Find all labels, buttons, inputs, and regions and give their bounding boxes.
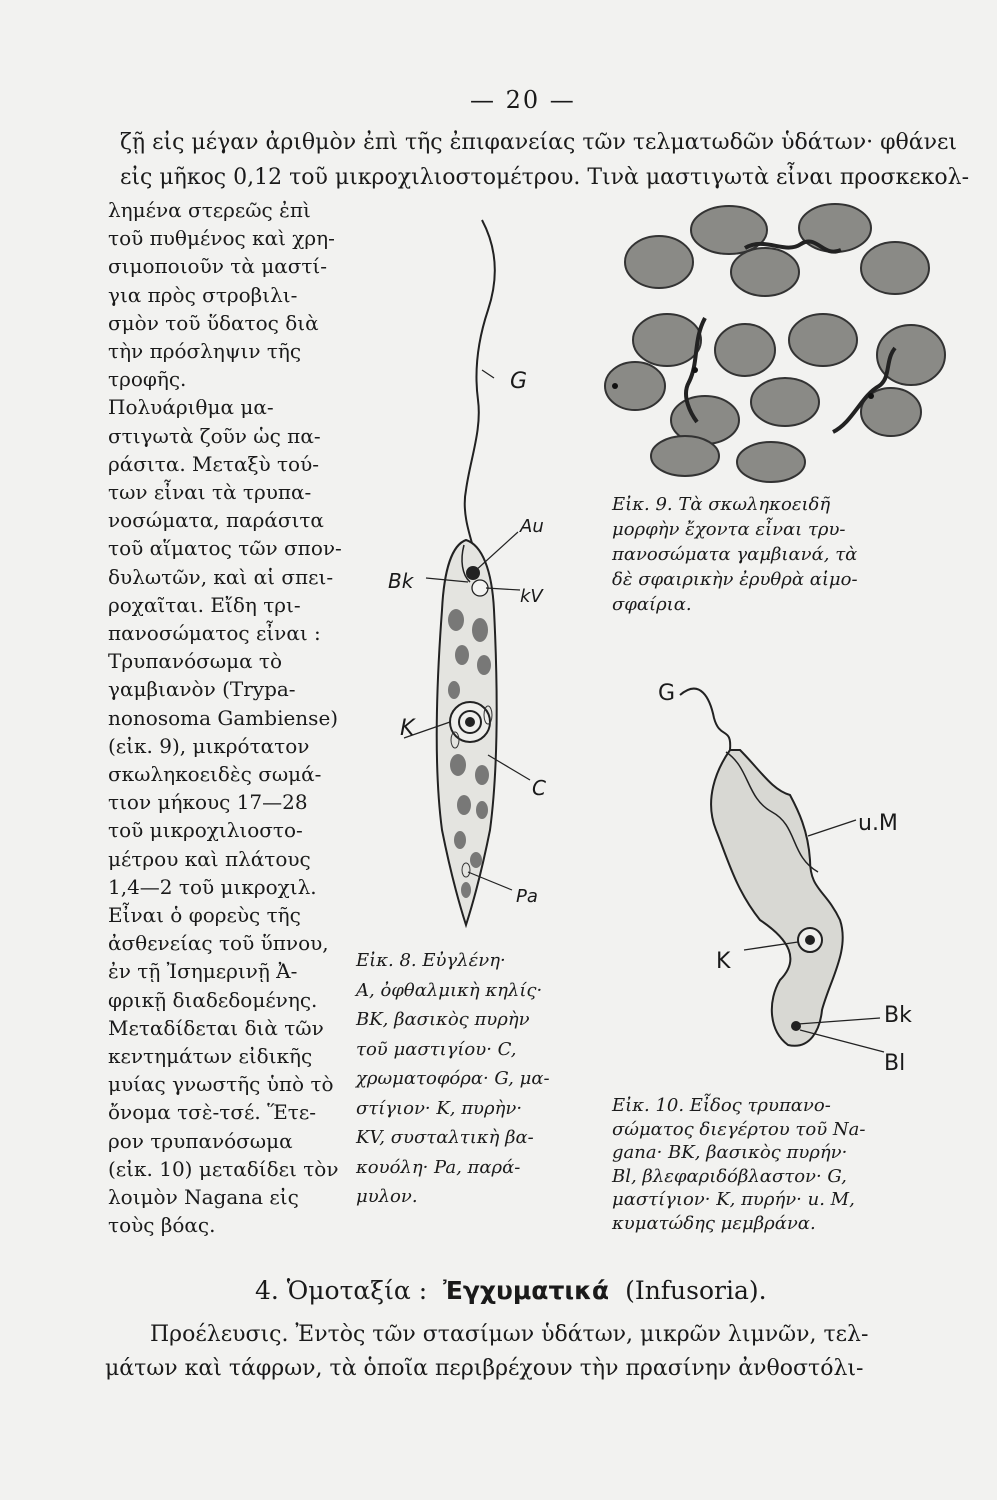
text-line: πανοσώματα γαμβιανά, τὰ xyxy=(612,544,858,565)
text-line: σκωληκοειδὲς σωμά- xyxy=(108,762,322,786)
text-line: τοῦ αἵματος τῶν σπον- xyxy=(108,536,342,561)
text-line: gana· BK, βασικὸς πυρήν· xyxy=(612,1142,848,1163)
text-line: τιον μήκους 17—28 xyxy=(108,790,308,815)
body-line: Προέλευσις. Ἐντὸς τῶν στασίμων ὑδάτων, μικρῶν λιμνῶν, τελ- xyxy=(150,1322,869,1347)
text-line: τοῦ πυθμένος καὶ χρη- xyxy=(108,226,335,251)
text-line: Πολυάριθμα μα- xyxy=(108,395,274,420)
text-line: ὄνομα τσὲ-τσέ. Ἕτε- xyxy=(108,1100,316,1125)
text-line: νοσώματα, παράσιτα xyxy=(108,508,324,533)
section-heading xyxy=(255,1276,767,1305)
label-bl10: Bl xyxy=(884,1051,906,1076)
text-line: μυλον. xyxy=(356,1186,418,1207)
text-line: των εἶναι τὰ τρυπα- xyxy=(108,480,312,504)
figure-8-euglena xyxy=(370,210,570,940)
label-pa: Pa xyxy=(516,886,538,907)
text-line: σιμοποιοῦν τὰ μαστί- xyxy=(108,254,328,279)
text-line: λημένα στερεῶς ἐπὶ xyxy=(108,198,311,222)
text-line: τοῦ μικροχιλιοστο- xyxy=(108,818,303,843)
text-line: Εἰκ. 10. Εἶδος τρυπανο- xyxy=(612,1095,831,1116)
text-line: Μεταδίδεται διὰ τῶν xyxy=(108,1015,324,1040)
text-line: ρον τρυπανόσωμα xyxy=(108,1128,293,1153)
label-bk10: Bk xyxy=(884,1003,912,1028)
text-line: φρικῇ διαδεδομένης. xyxy=(108,987,318,1012)
text-line: Bl, βλεφαριδόβλαστον· G, xyxy=(612,1165,847,1187)
text-line: μαστίγιον· K, πυρήν· u. M, xyxy=(612,1189,855,1210)
text-line: σφαίρια. xyxy=(612,594,692,615)
text-line: κεντημάτων εἰδικῆς xyxy=(108,1044,313,1068)
body-line: μάτων καὶ τάφρων, τὰ ὁποῖα περιβρέχουν τὴν πρασίνην ἀνθοστόλι- xyxy=(105,1356,864,1381)
section-title: Ἐγχυματικά xyxy=(443,1276,610,1305)
text-line: BK, βασικὸς πυρὴν xyxy=(356,1009,530,1030)
text-line: Τρυπανόσωμα τὸ xyxy=(108,649,283,674)
text-line: 1,4—2 τοῦ μικροχιλ. xyxy=(108,874,317,899)
label-g: G xyxy=(510,369,528,394)
text-line: A, ὀφθαλμικὴ κηλίς· xyxy=(356,979,543,1001)
text-line: σώματος διεγέρτου τοῦ Na- xyxy=(612,1118,866,1140)
text-line: πανοσώματος εἶναι : xyxy=(108,621,321,645)
contractile-vacuole xyxy=(472,580,488,596)
text-line: τοῦ μαστιγίου· C, xyxy=(356,1038,517,1060)
text-line: (εἰκ. 10) μεταδίδει τὸν xyxy=(108,1156,339,1181)
section-latin: (Infusoria). xyxy=(625,1276,767,1305)
label-um: u.M xyxy=(858,811,898,836)
text-line: τοὺς βόας. xyxy=(108,1213,216,1238)
text-line: ἐν τῇ Ἰσημερινῇ Ἀ- xyxy=(108,959,298,984)
text-line: Εἰκ. 9. Τὰ σκωληκοειδῆ xyxy=(612,494,831,515)
page-number: — 20 — xyxy=(470,86,576,114)
text-line: KV, συσταλτικὴ βα- xyxy=(356,1127,534,1148)
label-k: K xyxy=(400,716,415,741)
figure-10-trypanosome xyxy=(640,650,940,1080)
text-line: (εἰκ. 9), μικρότατον xyxy=(108,733,310,758)
text-line: μυίας γνωστῆς ὑπὸ τὸ xyxy=(108,1072,334,1097)
text-line: δὲ σφαιρικὴν ἐρυθρὰ αἱμο- xyxy=(612,569,858,590)
label-au: Au xyxy=(520,516,544,537)
text-line: nonosoma Gambiense) xyxy=(108,705,339,730)
label-k10: K xyxy=(716,949,731,974)
text-line: ἀσθενείας τοῦ ὕπνου, xyxy=(108,931,329,956)
text-line: ροχαῖται. Εἴδη τρι- xyxy=(108,592,301,617)
text-line: ράσιτα. Μεταξὺ τού- xyxy=(108,451,320,476)
body-line: εἰς μῆκος 0,12 τοῦ μικροχιλιοστομέτρου. Τινὰ μαστιγωτὰ εἶναι προσκεκολ- xyxy=(120,165,969,190)
text-line: κυματώδης μεμβράνα. xyxy=(612,1212,816,1234)
text-line: Εἶναι ὁ φορεὺς τῆς xyxy=(108,903,301,927)
section-number: 4. Ὁμοταξία : xyxy=(255,1276,428,1305)
text-line: σμὸν τοῦ ὕδατος διὰ xyxy=(108,310,319,335)
label-kv: kV xyxy=(520,586,543,607)
text-line: κουόλη· Pa, παρά- xyxy=(356,1156,521,1178)
text-line: χρωματοφόρα· G, μα- xyxy=(356,1068,550,1089)
text-line: λοιμὸν Nagana εἰς xyxy=(108,1185,299,1209)
figure-9-blood xyxy=(595,200,955,485)
text-line: για πρὸς στροβιλι- xyxy=(108,282,298,307)
text-line: τὴν πρόσληψιν τῆς xyxy=(108,339,302,363)
flagellum-g10 xyxy=(680,689,730,750)
text-line: Εἰκ. 8. Εὐγλένη· xyxy=(356,950,506,971)
body-line: ζῇ εἰς μέγαν ἀριθμὸν ἐπὶ τῆς ἐπιφανείας τῶν τελματωδῶν ὑδάτων· φθάνει xyxy=(120,130,957,155)
text-line: τροφῆς. xyxy=(108,367,187,392)
label-c: C xyxy=(532,776,546,800)
text-line: δυλωτῶν, καὶ αἱ σπει- xyxy=(108,564,334,589)
label-g10: G xyxy=(658,681,676,706)
flagellum-g xyxy=(465,220,495,550)
trypanosome-body xyxy=(711,750,843,1046)
text-line: γαμβιανὸν (Trypa- xyxy=(108,677,296,702)
text-line: μέτρου καὶ πλάτους xyxy=(108,846,311,871)
text-line: στίγιον· K, πυρὴν· xyxy=(356,1097,523,1119)
text-line: μορφὴν ἔχοντα εἶναι τρυ- xyxy=(612,519,846,540)
label-bk: Bk xyxy=(388,569,414,593)
basal-body xyxy=(791,1021,801,1031)
text-line: στιγωτὰ ζοῦν ὡς πα- xyxy=(108,423,321,448)
